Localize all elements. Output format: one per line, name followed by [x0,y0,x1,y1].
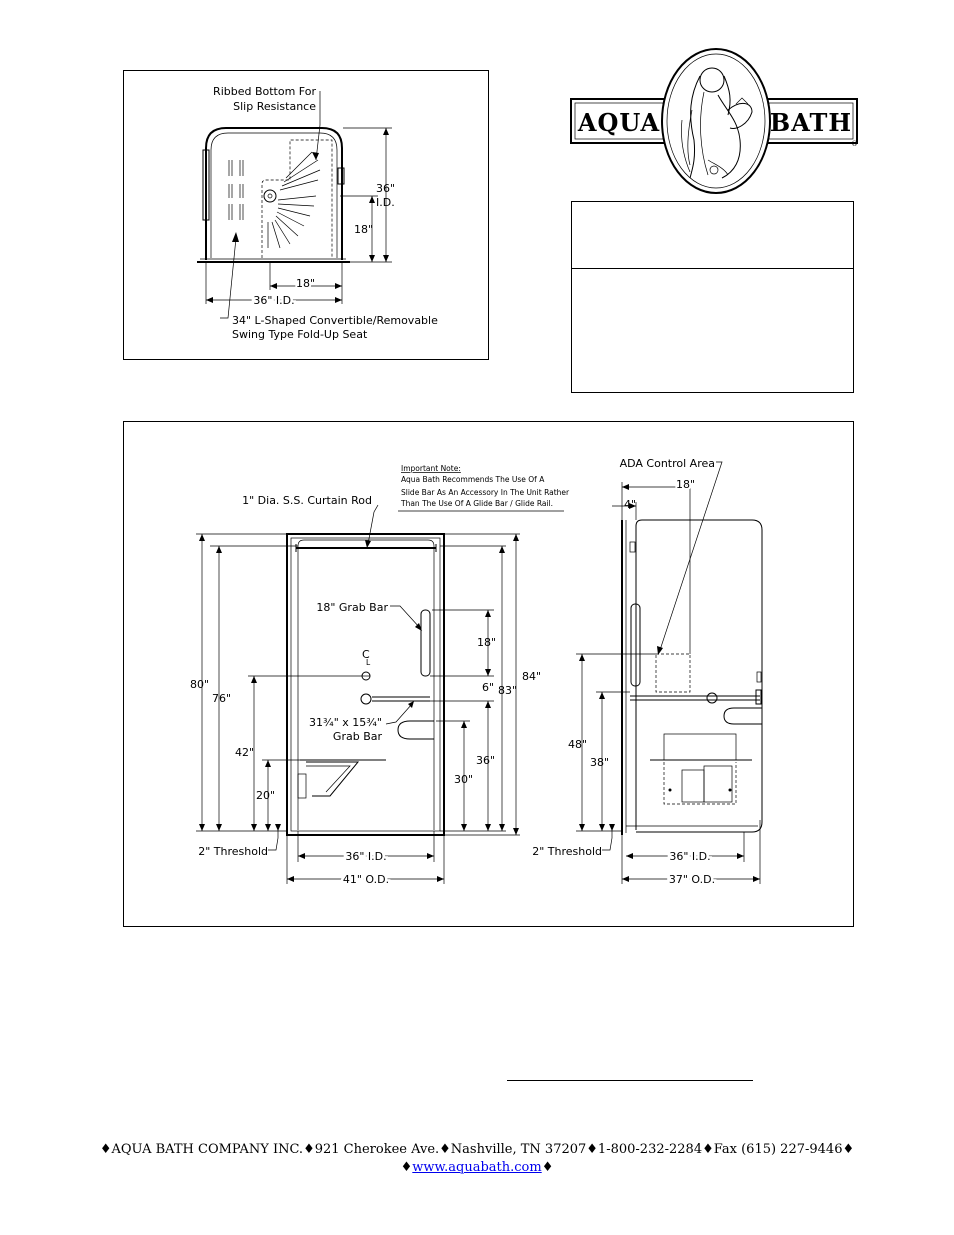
diamond-left: ♦ [400,1160,413,1175]
side-id-36: 36" I.D. [669,850,711,863]
front-dim-18: 18" [477,636,497,649]
important-note-title: Important Note: [401,464,461,473]
front-id-36: 36" I.D. [345,850,387,863]
side-threshold-label: 2" Threshold [532,845,602,858]
plan-dim-36: 36" [376,182,396,195]
seat-label-line2: Swing Type Fold-Up Seat [232,328,368,341]
diamond-right: ♦ [541,1160,554,1175]
grab-bar-18-label: 18" Grab Bar [316,601,388,614]
front-elevation-drawing [190,464,570,886]
ada-control-area-label: ADA Control Area [619,457,715,470]
curtain-rod-label: 1" Dia. S.S. Curtain Rod [242,494,372,507]
front-dim-76: 76" [212,692,232,705]
side-od-37: 37" O.D. [668,873,716,886]
company-address: ♦AQUA BATH COMPANY INC.♦921 Cherokee Ave.♦Nashville, TN 37207♦1-800-232-2284♦Fax (615) 227-9446♦ [99,1142,855,1157]
important-note-line1: Aqua Bath Recommends The Use Of A [401,475,545,484]
important-note-line3: Than The Use Of A Glide Bar / Glide Rail. [401,499,554,508]
website-link[interactable]: www.aquabath.com [412,1160,542,1175]
aqua-bath-logo [571,49,858,193]
website-line [0,1160,954,1175]
front-dim-80: 80" [190,678,210,691]
side-dim-4: 4" [624,498,637,511]
plan-dim-36-id: 36" I.D. [253,294,295,307]
plan-dim-id: I.D. [376,196,395,209]
side-dim-38: 38" [590,756,610,769]
ribbed-label-line1: Ribbed Bottom For [213,85,316,98]
front-dim-20: 20" [256,789,276,802]
front-dim-30: 30" [454,773,474,786]
front-dim-84: 84" [522,670,542,683]
plan-dim-18-v: 18" [354,223,374,236]
brand-left-word: AQUA [577,108,661,137]
front-threshold-label: 2" Threshold [198,845,268,858]
front-od-41: 41" O.D. [342,873,390,886]
signature-line [507,1080,753,1081]
side-dim-18: 18" [676,478,696,491]
centerline-label: C [362,648,370,661]
front-dim-6: 6" [482,681,495,694]
plan-dim-18-h: 18" [296,277,316,290]
seat-label-line1: 34" L-Shaped Convertible/Removable [232,314,438,327]
centerline-sub: L [366,658,371,667]
front-dim-83: 83" [498,684,518,697]
top-plan-drawing [197,85,438,341]
registered-mark: ® [851,140,858,148]
side-dim-48: 48" [568,738,588,751]
side-elevation-drawing [532,457,762,886]
grab-bar-word-label: Grab Bar [332,730,382,743]
grab-bar-size-label: 31¾" x 15¾" [309,716,382,729]
front-dim-36: 36" [476,754,496,767]
ribbed-label-line2: Slip Resistance [233,100,316,113]
brand-right-word: BATH [769,108,853,137]
important-note-line2: Slide Bar As An Accessory In The Unit Rather [401,488,570,497]
front-dim-42: 42" [235,746,255,759]
